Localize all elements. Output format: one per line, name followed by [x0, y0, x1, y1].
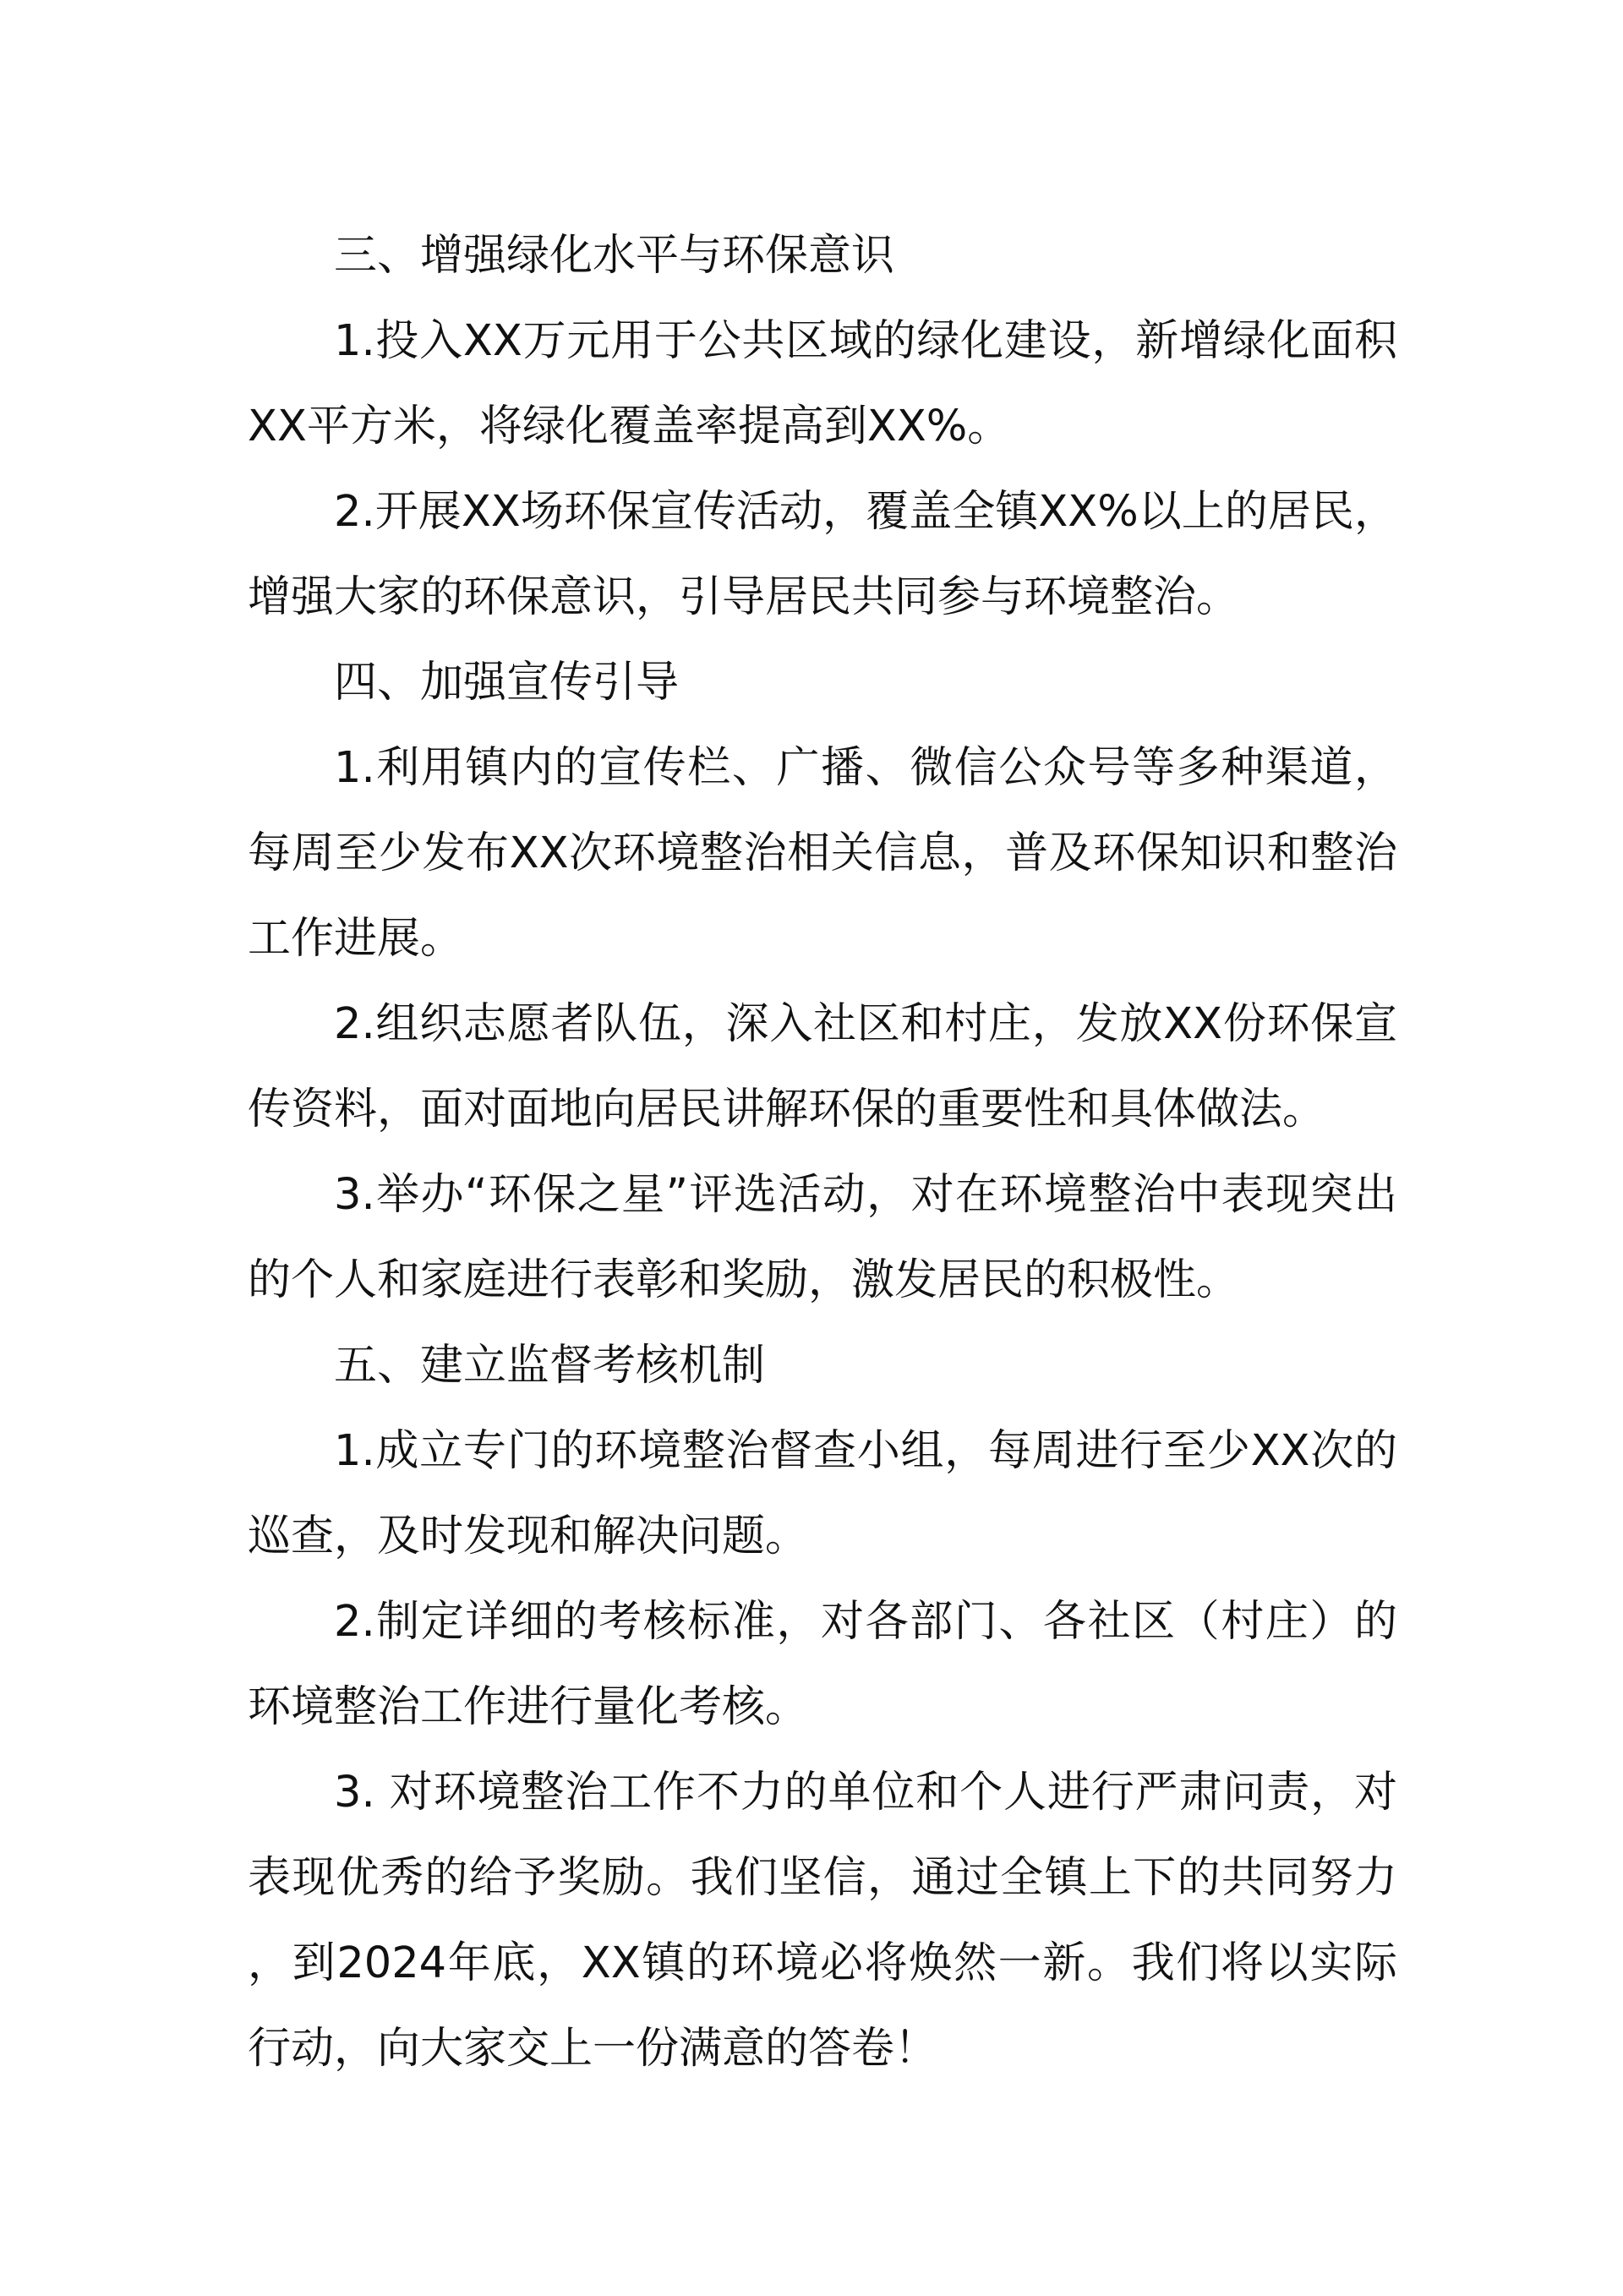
paragraph-environmental-campaigns: 2.开展XX场环保宣传活动，覆盖全镇XX%以上的居民，增强大家的环保意识，引导居民共同参与环境整治。	[248, 487, 1397, 622]
section-heading-publicity: 四、加强宣传引导	[334, 658, 680, 708]
paragraph-assessment-standards: 2.制定详细的考核标准，对各部门、各社区（村庄）的环境整治工作进行量化考核。	[248, 1597, 1397, 1732]
paragraph-publicity-channels: 1.利用镇内的宣传栏、广播、微信公众号等多种渠道，每周至少发布XX次环境整治相关信息，普及环保知识和整治工作进展。	[248, 743, 1397, 964]
paragraph-eco-star-selection: 3.举办“环保之星”评选活动，对在环境整治中表现突出的个人和家庭进行表彰和奖励，激发居民的积极性。	[248, 1170, 1397, 1305]
section-heading-supervision: 五、建立监督考核机制	[334, 1341, 766, 1391]
section-heading-greening: 三、增强绿化水平与环保意识	[334, 231, 895, 281]
document-body	[248, 213, 1397, 2091]
paragraph-volunteer-teams: 2.组织志愿者队伍，深入社区和村庄，发放XX份环保宣传资料，面对面地向居民讲解环保的重要性和具体做法。	[248, 999, 1397, 1134]
paragraph-inspection-group: 1.成立专门的环境整治督查小组，每周进行至少XX次的巡查，及时发现和解决问题。	[248, 1426, 1397, 1561]
paragraph-greening-investment: 1.投入XX万元用于公共区域的绿化建设，新增绿化面积XX平方米，将绿化覆盖率提高到XX%。	[248, 316, 1397, 451]
paragraph-accountability-conclusion: 3. 对环境整治工作不力的单位和个人进行严肃问责，对表现优秀的给予奖励。我们坚信，通过全镇上下的共同努力，到2024年底，XX镇的环境必将焕然一新。我们将以实际行动，向大家交上一份满意的答卷！	[248, 1768, 1397, 2074]
